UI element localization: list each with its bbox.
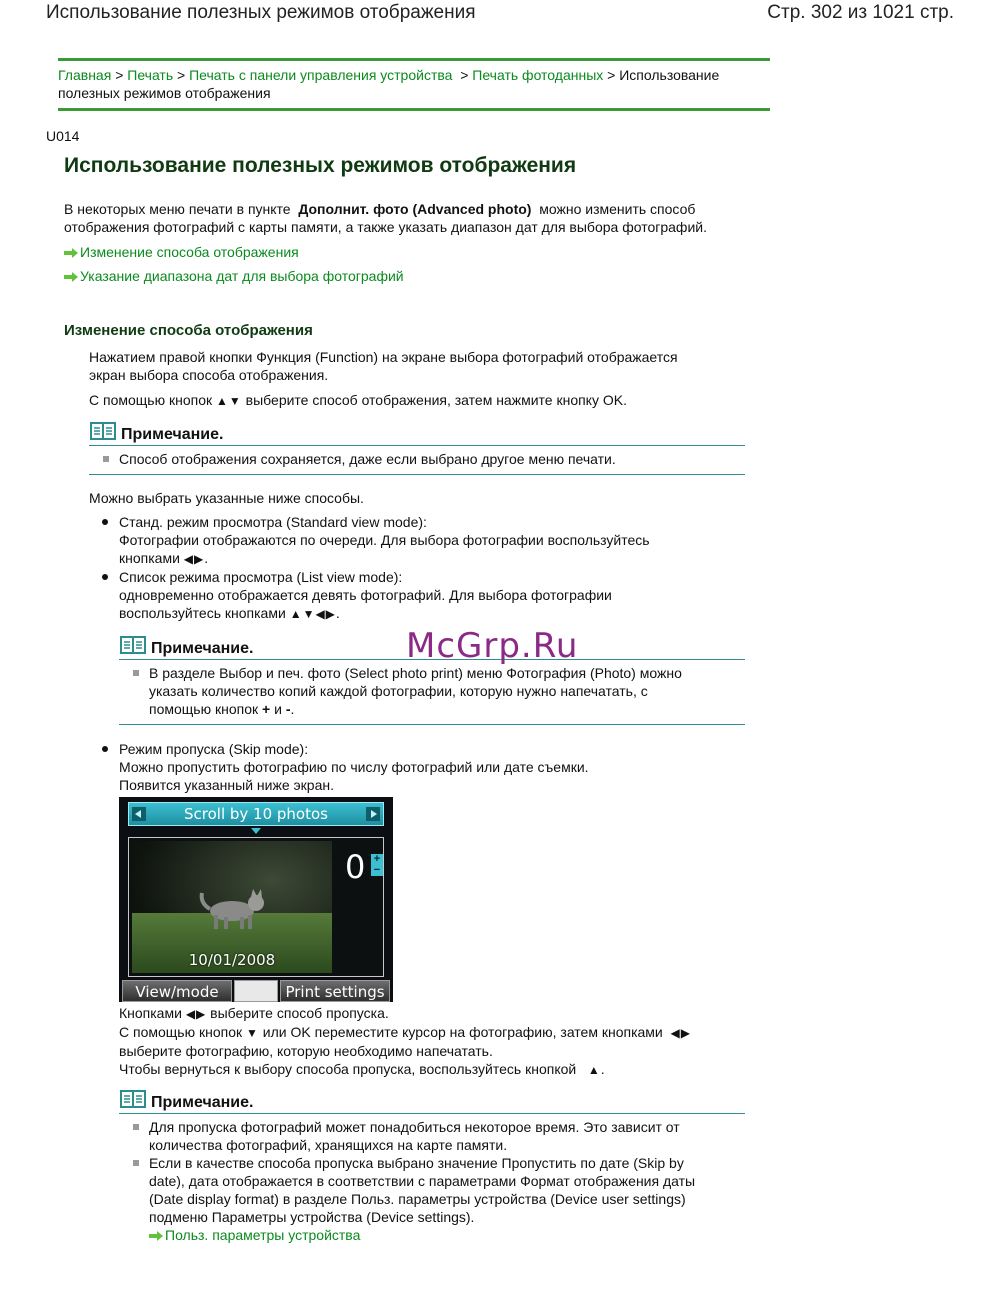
photo-date: 10/01/2008 xyxy=(188,951,276,969)
link-label[interactable]: Польз. параметры устройства xyxy=(165,1227,361,1243)
paragraph-text: С помощью кнопок xyxy=(89,392,213,408)
paragraph-text: выберите фотографию, которую необходимо напечатать. xyxy=(119,1043,493,1059)
note-box xyxy=(119,1092,745,1250)
breadcrumb-separator: > xyxy=(115,67,124,83)
copy-count: 0 xyxy=(345,848,366,886)
document-title: Использование полезных режимов отображения xyxy=(46,2,476,23)
list-item xyxy=(89,740,749,794)
paragraph-text: выберите способ отображения, затем нажмите кнопку OK. xyxy=(245,392,627,408)
intro-text: В некоторых меню печати в пункте xyxy=(64,201,291,217)
intro-paragraph xyxy=(64,200,764,236)
down-caret-icon xyxy=(251,828,261,834)
lcd-scroll-label: Scroll by 10 photos xyxy=(184,805,328,823)
left-right-arrows-icon: ◀▶ xyxy=(183,552,205,566)
left-right-arrows-icon: ◀▶ xyxy=(670,1026,691,1040)
link-device-user-settings[interactable] xyxy=(149,1227,360,1243)
paragraph-text: Кнопками xyxy=(119,1005,182,1021)
intro-text: отображения фотографий с карты памяти, а также указать диапазон дат для выбора фотографий. xyxy=(64,219,707,235)
note-title: Примечание. xyxy=(121,426,224,443)
paragraph-text: или OK переместите курсор на фотографию, затем кнопками xyxy=(262,1024,663,1040)
item-text: Появится указанный ниже экран. xyxy=(119,777,334,793)
list-item xyxy=(89,513,749,568)
right-arrow-icon xyxy=(366,807,380,821)
function-icon xyxy=(234,980,278,1002)
instruction-paragraph xyxy=(119,1004,759,1079)
breadcrumb-separator: > xyxy=(177,67,186,83)
four-arrows-icon: ▲▼◀▶ xyxy=(289,607,336,621)
breadcrumb-separator: > xyxy=(607,67,616,83)
note-item xyxy=(119,1118,745,1154)
lcd-screenshot xyxy=(119,797,393,1002)
breadcrumb-home[interactable]: Главная xyxy=(58,67,112,83)
item-text: Станд. режим просмотра (Standard view mode): xyxy=(119,514,427,530)
book-icon xyxy=(119,1088,147,1110)
item-text: Список режима просмотра (List view mode): xyxy=(119,569,403,585)
item-text: . xyxy=(335,605,340,621)
intro-bold-term: Дополнит. фото (Advanced photo) xyxy=(298,201,532,217)
note-text: помощью кнопок xyxy=(149,701,259,717)
note-box xyxy=(89,424,745,475)
breadcrumb-print-from-panel[interactable]: Печать с панели управления устройства xyxy=(189,67,453,83)
note-text: date), дата отображается в соответствии с параметрами Формат отображения даты xyxy=(149,1173,696,1189)
modes-intro: Можно выбрать указанные ниже способы. xyxy=(89,490,364,506)
arrow-right-icon xyxy=(64,248,78,258)
paragraph-text: Чтобы вернуться к выбору способа пропуска, воспользуйтесь кнопкой xyxy=(119,1061,577,1077)
paragraph-text: выберите способ пропуска. xyxy=(210,1005,389,1021)
book-icon xyxy=(89,420,117,442)
list-item xyxy=(89,568,749,623)
item-text: Режим пропуска (Skip mode): xyxy=(119,741,309,757)
top-bar xyxy=(46,2,954,28)
note-text: . xyxy=(290,701,295,717)
arrow-right-icon xyxy=(64,272,78,282)
plus-key: + xyxy=(262,701,271,717)
item-text: . xyxy=(204,550,209,566)
breadcrumb-print-photo-data[interactable]: Печать фотоданных xyxy=(472,67,604,83)
kitten-photo xyxy=(132,841,332,973)
note-text: В разделе Выбор и печ. фото (Select photo print) меню Фотография (Photo) можно xyxy=(149,665,682,681)
document-code: U014 xyxy=(46,128,80,144)
item-text: Фотографии отображаются по очереди. Для выбора фотографии воспользуйтесь xyxy=(119,532,650,548)
link-label[interactable]: Указание диапазона дат для выбора фотографий xyxy=(80,268,404,284)
watermark: McGrp.Ru xyxy=(406,626,579,666)
note-body xyxy=(119,660,745,724)
intro-text: можно изменить способ xyxy=(539,201,696,217)
book-icon xyxy=(119,634,147,656)
note-text: подменю Параметры устройства (Device settings). xyxy=(149,1209,475,1225)
section-paragraph xyxy=(89,391,627,410)
arrow-right-icon xyxy=(149,1231,163,1241)
section-paragraph xyxy=(89,348,678,384)
paragraph-text: Нажатием правой кнопки Функция (Function) на экране выбора фотографий отображается xyxy=(89,349,678,365)
note-item: Способ отображения сохраняется, даже если выбрано другое меню печати. xyxy=(89,450,745,468)
note-text: Для пропуска фотографий может понадобиться некоторое время. Это зависит от xyxy=(149,1119,680,1135)
note-item xyxy=(119,664,745,718)
note-body xyxy=(119,1114,745,1250)
note-body xyxy=(89,446,745,474)
note-text: и xyxy=(274,701,282,717)
item-text: одновременно отображается девять фотографий. Для выбора фотографии xyxy=(119,587,612,603)
link-date-range[interactable] xyxy=(64,267,404,285)
note-text: Если в качестве способа пропуска выбрано значение Пропустить по дате (Skip by xyxy=(149,1155,684,1171)
print-settings-button[interactable]: Print settings xyxy=(280,980,390,1002)
up-down-arrows-icon: ▲▼ xyxy=(216,394,242,408)
left-right-arrows-icon: ◀▶ xyxy=(185,1007,207,1021)
paragraph-text: С помощью кнопок xyxy=(119,1024,243,1040)
link-change-display[interactable] xyxy=(64,243,299,261)
minus-key: - xyxy=(285,701,291,717)
up-arrow-icon: ▲ xyxy=(587,1063,601,1077)
note-item xyxy=(119,1154,745,1244)
breadcrumb-print[interactable]: Печать xyxy=(127,67,174,83)
note-text: указать количество копий каждой фотографии, которую нужно напечатать, с xyxy=(149,683,648,699)
paragraph-text: экран выбора способа отображения. xyxy=(89,367,329,383)
breadcrumb-current: Использование полезных режимов отображения xyxy=(58,67,720,101)
note-text: (Date display format) в разделе Польз. параметры устройства (Device user settings) xyxy=(149,1191,686,1207)
item-text: кнопками xyxy=(119,550,180,566)
note-title: Примечание. xyxy=(151,640,254,657)
plus-minus-icon: + − xyxy=(371,854,383,876)
note-title: Примечание. xyxy=(151,1094,254,1111)
lcd-bottom-bar xyxy=(119,980,393,1002)
down-arrow-icon: ▼ xyxy=(246,1026,259,1040)
note-header xyxy=(89,424,745,446)
breadcrumb xyxy=(58,58,770,111)
kitten-image xyxy=(198,889,268,931)
page-title: Использование полезных режимов отображения xyxy=(64,154,577,177)
item-text: Можно пропустить фотографию по числу фотографий или дате съемки. xyxy=(119,759,589,775)
paragraph-text: . xyxy=(600,1061,605,1077)
note-header xyxy=(119,1092,745,1114)
item-text: воспользуйтесь кнопками xyxy=(119,605,286,621)
view-mode-button[interactable]: View/mode xyxy=(122,980,232,1002)
page-counter: Стр. 302 из 1021 стр. xyxy=(767,2,954,23)
note-text: количества фотографий, хранящихся на карте памяти. xyxy=(149,1137,508,1153)
link-label[interactable]: Изменение способа отображения xyxy=(80,244,299,260)
breadcrumb-separator: > xyxy=(460,67,469,83)
lcd-scroll-bar xyxy=(128,802,384,826)
lcd-photo-frame xyxy=(128,837,384,977)
section-heading: Изменение способа отображения xyxy=(64,322,313,339)
